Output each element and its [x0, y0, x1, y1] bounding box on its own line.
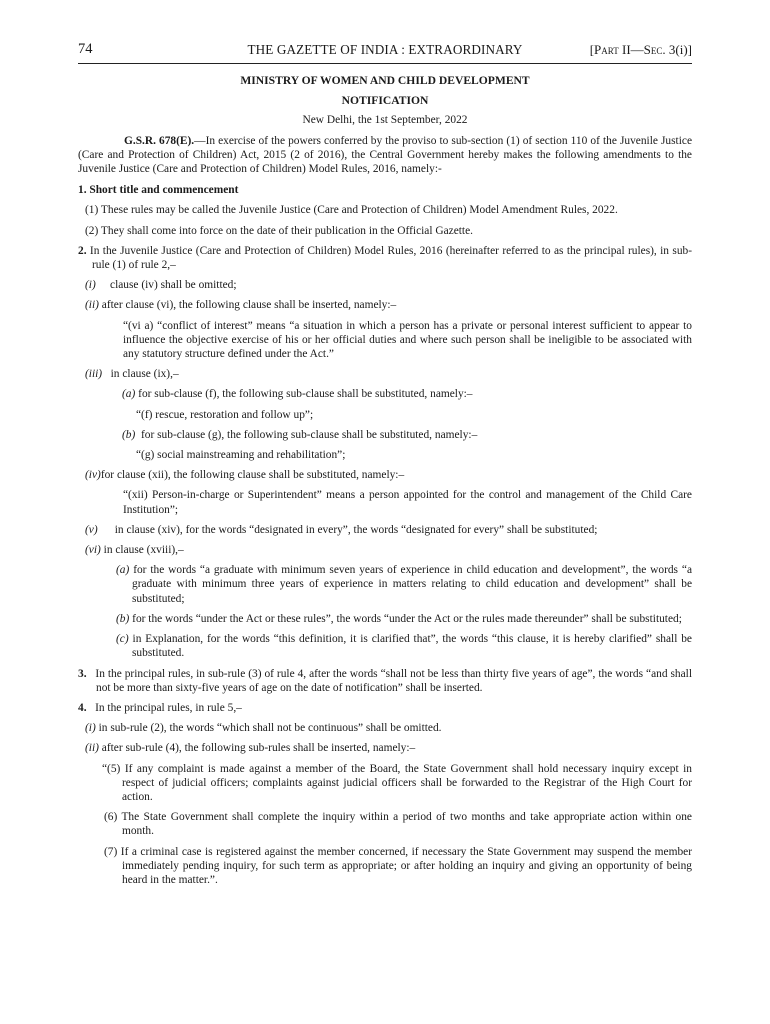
- section-1-heading: 1. Short title and commencement: [78, 184, 239, 197]
- section-2-item-iv-quote: “(xii) Person-in-charge or Superintendent” means a person appointed for the control and management of the Child Care Institution”;: [123, 489, 692, 516]
- gazette-title: THE GAZETTE OF INDIA : EXTRAORDINARY: [247, 42, 523, 57]
- section-2-item-vi-c: (c) in Explanation, for the words “this definition, it is clarified that”, the words “this clause, it is hereby clarified” shall be substituted.: [116, 633, 692, 660]
- section-4-item-ii: (ii) after sub-rule (4), the following sub-rules shall be inserted, namely:–: [85, 742, 416, 755]
- part-section-label: [Part II—Sec. 3(i)]: [589, 42, 692, 57]
- preamble: G.S.R. 678(E).—In exercise of the powers conferred by the proviso to sub-section (1) of section 110 of the Juvenile Justice (Care and Protection of Children) Act, 2015 (2 of 2016), the Central Government hereby makes the following amendments to the Juvenile Justice (Care and Protection of Children) Model Rules, 2016, namely:-: [78, 134, 692, 176]
- ministry-title: MINISTRY OF WOMEN AND CHILD DEVELOPMENT: [240, 74, 530, 87]
- section-2-item-iii-b: (b) for sub-clause (g), the following sub-clause shall be substituted, namely:–: [122, 428, 478, 441]
- section-2-item-vi-b: (b) for the words “under the Act or these rules”, the words “under the Act or the rules made thereunder” shall be substituted;: [116, 612, 682, 625]
- page-number: 74: [78, 41, 93, 57]
- section-4-subrule-5: “(5) If any complaint is made against a member of the Board, the State Government shall hold necessary inquiry except in respect of judicial officers; complaints against judicial officers shall be forwarded to the Registrar of the High Court for action.: [102, 762, 692, 803]
- section-2-item-ii-quote: “(vi a) “conflict of interest” means “a situation in which a person has a private or personal interest sufficient to appear to influence the objective exercise of his or her official duties and where such person shall be ineligible to be associated with any statutory structure defined under the Act.”: [123, 319, 692, 361]
- document-body: [78, 74, 692, 887]
- section-2-item-v: (v) in clause (xiv), for the words “designated in every”, the words “designated for every” shall be substituted;: [85, 523, 598, 536]
- header-rule: [78, 63, 692, 64]
- notification-title: NOTIFICATION: [341, 94, 429, 108]
- section-1-clause-1: (1) These rules may be called the Juvenile Justice (Care and Protection of Children) Model Amendment Rules, 2022.: [85, 204, 618, 217]
- dateline: New Delhi, the 1st September, 2022: [302, 114, 468, 127]
- section-4-subrule-6: (6) The State Government shall complete the inquiry within a period of two months and take appropriate action within one month.: [104, 811, 692, 838]
- section-2-item-i: (i) clause (iv) shall be omitted;: [85, 279, 237, 292]
- section-2-item-ii: (ii) after clause (vi), the following clause shall be inserted, namely:–: [85, 299, 397, 312]
- section-3: 3. In the principal rules, in sub-rule (3) of rule 4, after the words “shall not be less than thirty five years of age”, the words “and shall not be more than sixty-five years of age on the date of notification” shall be inserted.: [78, 667, 692, 694]
- section-4-item-i: (i) in sub-rule (2), the words “which shall not be continuous” shall be omitted.: [85, 722, 442, 735]
- page-header: [78, 40, 692, 60]
- section-2-item-iii: (iii) in clause (ix),–: [85, 368, 179, 381]
- section-4-subrule-7: (7) If a criminal case is registered against the member concerned, if necessary the State Government may suspend the member immediately pending inquiry, for such term as appropriate; or after holding an inquiry and giving an opportunity of being heard in the matter.”.: [104, 845, 692, 886]
- gsr-reference: G.S.R. 678(E).: [124, 134, 195, 147]
- section-2-item-iv: (iv)for clause (xii), the following clause shall be substituted, namely:–: [85, 469, 405, 482]
- section-2-item-iii-b-quote: “(g) social mainstreaming and rehabilitation”;: [136, 449, 346, 462]
- section-2-intro: 2. In the Juvenile Justice (Care and Protection of Children) Model Rules, 2016 (hereinafter referred to as the principal rules), in sub-rule (1) of rule 2,–: [78, 244, 692, 272]
- section-2-item-vi-a: (a) for the words “a graduate with minimum seven years of experience in child education and development”, the words “a graduate with minimum three years of experience in matters relating to child education and development” shall be substituted;: [116, 564, 692, 605]
- section-1-clause-2: (2) They shall come into force on the date of their publication in the Official Gazette.: [85, 224, 473, 237]
- section-2-item-iii-a: (a) for sub-clause (f), the following sub-clause shall be substituted, namely:–: [122, 388, 473, 401]
- section-2-item-iii-a-quote: “(f) rescue, restoration and follow up”;: [136, 408, 314, 421]
- section-4-intro: 4. In the principal rules, in rule 5,–: [78, 701, 242, 714]
- section-2-item-vi: (vi) in clause (xviii),–: [85, 544, 184, 557]
